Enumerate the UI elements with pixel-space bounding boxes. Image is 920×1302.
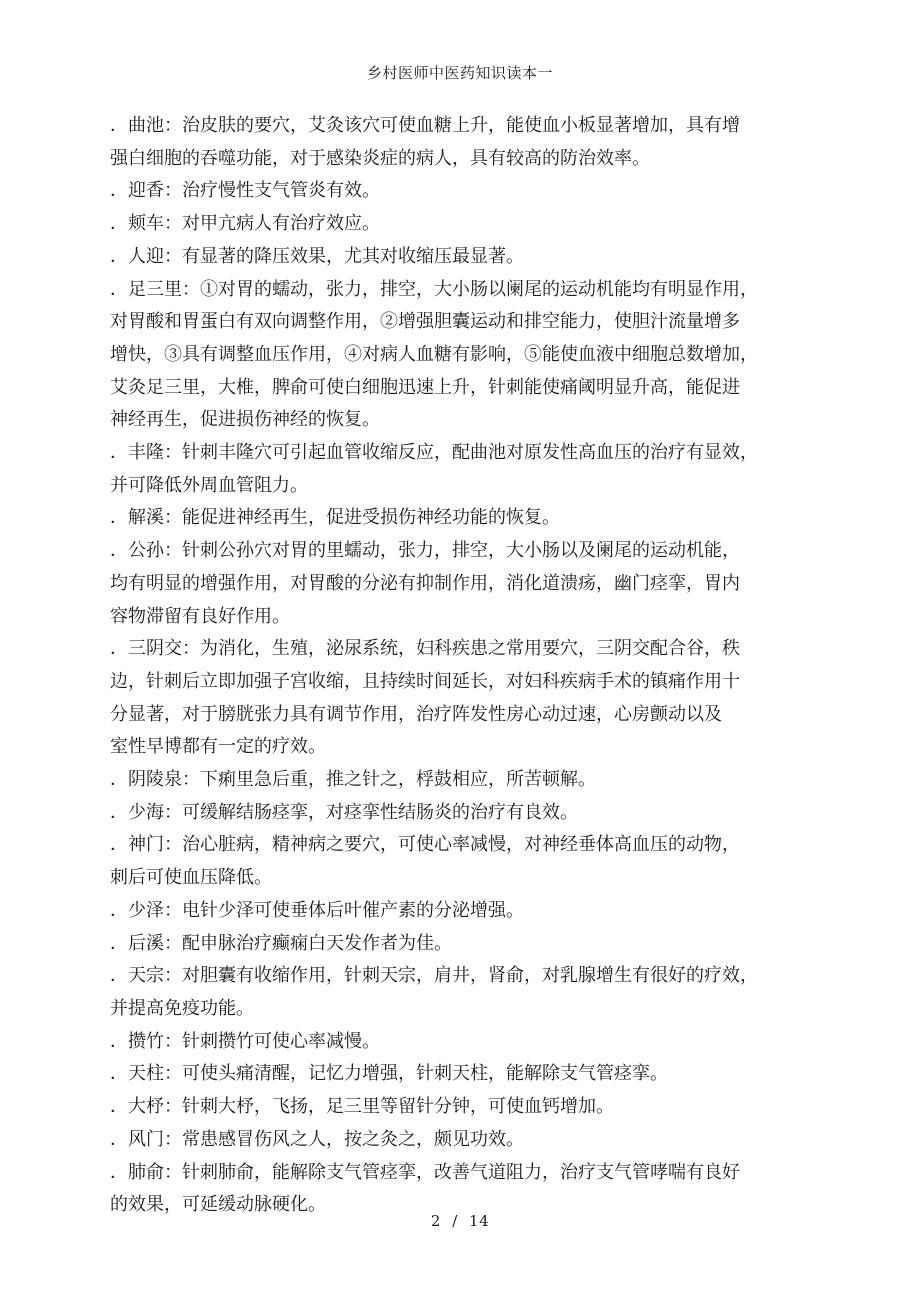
- entry-line: 并提高免疫功能。: [110, 997, 254, 1019]
- entry-line: 对胃酸和胃蛋白有双向调整作用，②增强胆囊运动和排空能力，使胆汁流量增多: [110, 311, 740, 333]
- entry-line: ．曲池：治皮肤的要穴，艾灸该穴可使血糖上升，能使血小板显著增加，具有增: [110, 115, 740, 136]
- entry-line: ．足三里：①对胃的蠕动，张力，排空，大小肠以阑尾的运动机能均有明显作用，: [110, 278, 758, 300]
- entry-line: ．天宗：对胆囊有收缩作用，针刺天宗，肩井，肾俞，对乳腺增生有很好的疗效，: [110, 965, 758, 987]
- entry-line: ．三阴交：为消化，生殖，泌尿系统，妇科疾患之常用要穴，三阴交配合谷，秩: [110, 638, 740, 660]
- acupoint-entry: [110, 1058, 820, 1091]
- entry-line: ．公孙：针刺公孙穴对胃的里蠕动，张力，排空，大小肠以及阑尾的运动机能，: [110, 540, 740, 562]
- entry-line: 的效果，可延缓动脉硬化。: [110, 1194, 326, 1216]
- acupoint-entry: [110, 633, 820, 764]
- page-footer: [0, 1212, 920, 1230]
- entry-line: ．攒竹：针刺攒竹可使心率减慢。: [110, 1030, 380, 1052]
- entry-line: ．肺俞：针刺肺俞，能解除支气管痉挛，改善气道阻力，治疗支气管哮喘有良好: [110, 1161, 740, 1183]
- entry-line: ．丰隆：针刺丰隆穴可引起血管收缩反应，配曲池对原发性高血压的治疗有显效，: [110, 442, 758, 464]
- entry-line: 刺后可使血压降低。: [110, 867, 272, 889]
- acupoint-entry: [110, 764, 820, 797]
- entry-line: 艾灸足三里，大椎，脾俞可使白细胞迅速上升，针刺能使痛阈明显升高，能促进: [110, 376, 740, 398]
- entry-line: 增快，③具有调整血压作用，④对病人血糖有影响，⑤能使血液中细胞总数增加，: [110, 343, 758, 365]
- acupoint-entry: [110, 1124, 820, 1157]
- acupoint-entry: [110, 535, 820, 633]
- acupoint-entry: [110, 241, 820, 274]
- acupoint-entry: [110, 1026, 820, 1059]
- entry-line: 边，针刺后立即加强子宫收缩，且持续时间延长，对妇科疾病手术的镇痛作用十: [110, 670, 740, 692]
- acupoint-entry: [110, 960, 820, 1025]
- entry-line: 容物滞留有良好作用。: [110, 605, 290, 627]
- acupoint-entry: [110, 797, 820, 830]
- acupoint-entry: [110, 110, 820, 175]
- entry-line: ．人迎：有显著的降压效果，尤其对收缩压最显著。: [110, 245, 524, 267]
- page-total: 14: [469, 1212, 490, 1230]
- acupoint-entry: [110, 1091, 820, 1124]
- entry-line: 强白细胞的吞噬功能，对于感染炎症的病人，具有较高的防治效率。: [110, 147, 650, 169]
- entry-line: ．少泽：电针少泽可使垂体后叶催产素的分泌增强。: [110, 899, 524, 921]
- acupoint-entry: [110, 829, 820, 894]
- entry-line: ．大杼：针刺大杼，飞扬，足三里等留针分钟，可使血钙增加。: [110, 1096, 614, 1118]
- acupoint-entry: [110, 274, 820, 438]
- acupoint-entry: [110, 895, 820, 928]
- entry-line: ．迎香：治疗慢性支气管炎有效。: [110, 180, 380, 202]
- entry-line: ．风门：常患感冒伤风之人，按之灸之，颇见功效。: [110, 1128, 524, 1150]
- entry-line: 室性早博都有一定的疗效。: [110, 736, 326, 758]
- entry-line: ．解溪：能促进神经再生，促进受损伤神经功能的恢复。: [110, 507, 560, 529]
- document-body: [110, 110, 820, 1222]
- entry-line: ．神门：治心脏病，精神病之要穴，可使心率减慢，对神经垂体高血压的动物，: [110, 834, 740, 856]
- entry-line: 分显著，对于膀胱张力具有调节作用，治疗阵发性房心动过速，心房颤动以及: [110, 703, 722, 725]
- entry-line: 并可降低外周血管阻力。: [110, 474, 308, 496]
- acupoint-entry: [110, 208, 820, 241]
- page-header: 乡村医师中医药知识读本一: [366, 64, 553, 82]
- entry-line: 均有明显的增强作用，对胃酸的分泌有抑制作用，消化道溃疡，幽门痉挛，胃内: [110, 572, 740, 594]
- page-separator: /: [452, 1212, 458, 1230]
- page-current: 2: [430, 1212, 441, 1230]
- acupoint-entry: [110, 437, 820, 502]
- acupoint-entry: [110, 928, 820, 961]
- entry-line: ．天柱：可使头痛清醒，记忆力增强，针刺天柱，能解除支气管痉挛。: [110, 1063, 668, 1085]
- entry-line: ．阴陵泉：下痢里急后重，推之针之，桴鼓相应，所苦顿解。: [110, 769, 596, 791]
- acupoint-entry: [110, 175, 820, 208]
- entry-line: ．少海：可缓解结肠痉挛，对痉挛性结肠炎的治疗有良效。: [110, 801, 578, 823]
- entry-line: 神经再生，促进损伤神经的恢复。: [110, 409, 380, 431]
- entry-line: ．颊车：对甲亢病人有治疗效应。: [110, 213, 380, 235]
- acupoint-entry: [110, 502, 820, 535]
- entry-line: ．后溪：配申脉治疗癫痫白天发作者为佳。: [110, 932, 452, 954]
